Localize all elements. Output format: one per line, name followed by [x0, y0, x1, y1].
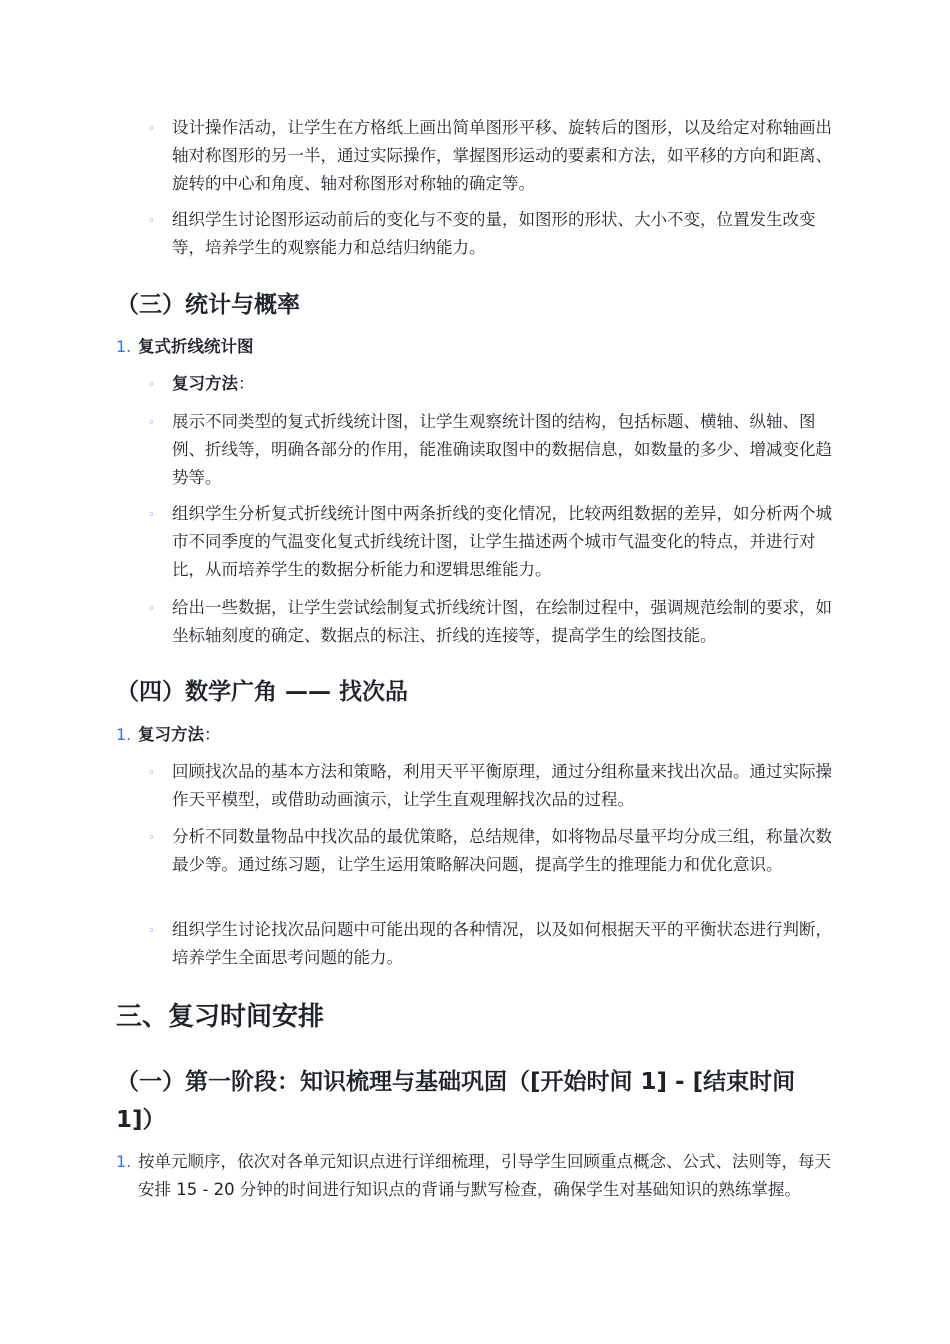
list-bullet: ◦	[148, 766, 155, 779]
list-bullet: ◦	[148, 602, 155, 615]
method-label: 复习方法	[172, 374, 238, 393]
list-bullet: ◦	[148, 122, 155, 135]
method-colon: ：	[204, 725, 221, 744]
list-bullet: ◦	[148, 378, 155, 391]
list-item	[138, 333, 842, 361]
section-heading-statistics: （三）统计与概率	[116, 292, 300, 318]
method-colon: ：	[238, 374, 255, 393]
list-bullet: ◦	[148, 924, 155, 937]
list-item	[138, 721, 842, 749]
item-title: 复式折线统计图	[138, 337, 254, 356]
list-item: 给出一些数据，让学生尝试绘制复式折线统计图，在绘制过程中，强调规范绘制的要求，如坐标轴刻度的确定、数据点的标注、折线的连接等，提高学生的绘图技能。	[172, 598, 832, 645]
list-item: 组织学生分析复式折线统计图中两条折线的变化情况，比较两组数据的差异，如分析两个城市不同季度的气温变化复式折线统计图，让学生描述两个城市气温变化的特点，并进行对比，从而培养学生的数据分析能力和逻辑思维能力。	[172, 504, 832, 579]
method-label: 复习方法	[138, 725, 204, 744]
list-bullet: ◦	[148, 416, 155, 429]
section-heading-phase-one: （一）第一阶段：知识梳理与基础巩固（[开始时间 1] - [结束时间 1]）	[116, 1069, 796, 1133]
list-item: 分析不同数量物品中找次品的最优策略，总结规律，如将物品尽量平均分成三组，称量次数最少等。通过练习题，让学生运用策略解决问题，提高学生的推理能力和优化意识。	[172, 827, 832, 874]
list-number: 1.	[116, 337, 132, 356]
list-item	[172, 370, 842, 398]
list-number: 1.	[116, 1152, 132, 1171]
list-item: 组织学生讨论找次品问题中可能出现的各种情况，以及如何根据天平的平衡状态进行判断，培养学生全面思考问题的能力。	[172, 920, 832, 967]
list-number: 1.	[116, 725, 132, 744]
list-bullet: ◦	[148, 831, 155, 844]
list-item: 展示不同类型的复式折线统计图，让学生观察统计图的结构，包括标题、横轴、纵轴、图例、折线等，明确各部分的作用，能准确读取图中的数据信息，如数量的多少、增减变化趋势等。	[172, 412, 832, 487]
list-item: 回顾找次品的基本方法和策略，利用天平平衡原理，通过分组称量来找出次品。通过实际操作天平模型，或借助动画演示，让学生直观理解找次品的过程。	[172, 762, 832, 809]
chapter-heading-schedule: 三、复习时间安排	[116, 1002, 325, 1032]
section-heading-math-corner: （四）数学广角 —— 找次品	[116, 679, 409, 705]
list-item: 设计操作活动，让学生在方格纸上画出简单图形平移、旋转后的图形，以及给定对称轴画出轴对称图形的另一半，通过实际操作，掌握图形运动的要素和方法，如平移的方向和距离、旋转的中心和角度、轴对称图形对称轴的确定等。	[172, 118, 832, 193]
list-bullet: ◦	[148, 214, 155, 227]
list-item: 组织学生讨论图形运动前后的变化与不变的量，如图形的形状、大小不变，位置发生改变等，培养学生的观察能力和总结归纳能力。	[172, 210, 816, 257]
list-bullet: ◦	[148, 508, 155, 521]
list-item: 按单元顺序，依次对各单元知识点进行详细梳理，引导学生回顾重点概念、公式、法则等，每天安排 15 - 20 分钟的时间进行知识点的背诵与默写检查，确保学生对基础知识的熟练掌握。	[138, 1152, 831, 1199]
